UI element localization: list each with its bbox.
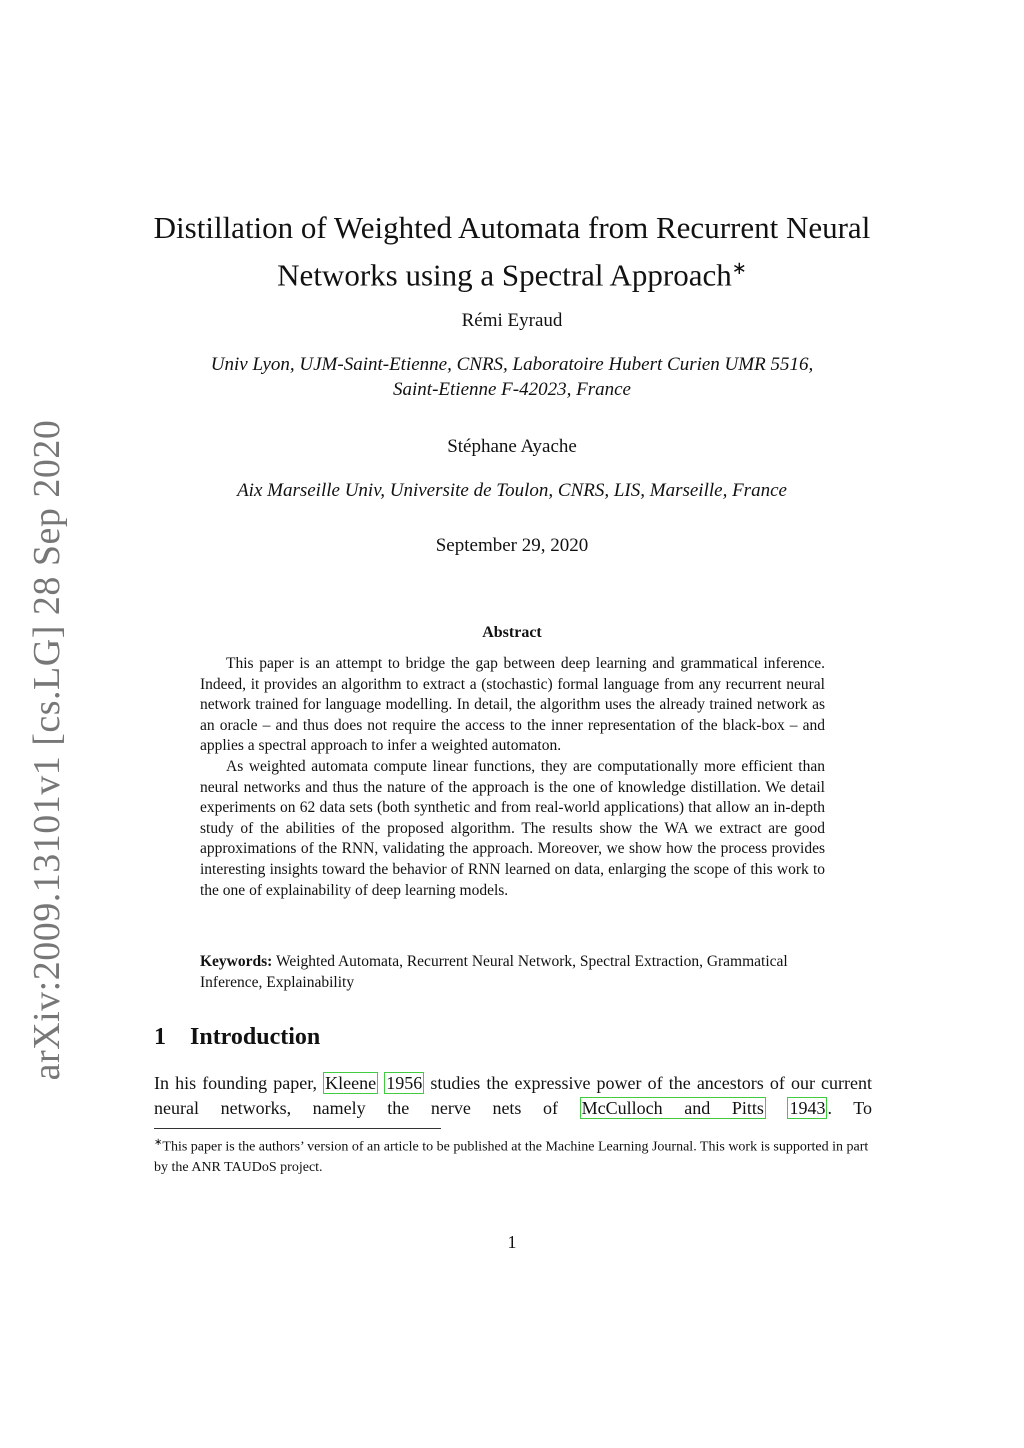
- citation-mcculloch-pitts-year-link[interactable]: 1943: [789, 1098, 826, 1118]
- abstract-body: [200, 654, 825, 901]
- footnote-text: This paper is the authors’ version of an article to be published at the Machine Learning Journal. This work is supported in part by the ANR TAUDoS project.: [154, 1139, 869, 1175]
- title-footnote-mark: ∗: [731, 258, 747, 278]
- citation-kleene-year-link[interactable]: 1956: [386, 1073, 423, 1093]
- section-number: 1: [154, 1024, 166, 1050]
- paper-title-text: Distillation of Weighted Automata from Recurrent Neural Networks using a Spectral Approach: [153, 210, 871, 293]
- citation-mcculloch-pitts-link[interactable]: McCulloch and Pitts: [581, 1098, 764, 1118]
- page-number: 1: [507, 1232, 517, 1252]
- keywords-label: Keywords:: [200, 953, 273, 970]
- intro-text-1: In his founding paper,: [154, 1073, 324, 1093]
- section-title: Introduction: [190, 1024, 321, 1050]
- intro-text-3: . To: [827, 1098, 872, 1118]
- paper-title: [120, 208, 904, 295]
- abstract-paragraph-2: As weighted automata compute linear functions, they are computationally more efficient than neural networks and thus the nature of the approach is the one of knowledge distillation. We detail experiments on 62 data sets (both synthetic and from real-world applications) that allow an in-depth study of the abilities of the proposed algorithm. The results show the WA we extract are good approximations of the RNN, validating the approach. Moreover, we show how the process provides interesting insights toward the behavior of RNN learned on data, enlarging the scope of this work to the one of explainability of deep learning models.: [200, 757, 825, 899]
- arxiv-identifier: arXiv:2009.13101v1 [cs.LG] 28 Sep 2020: [26, 419, 68, 1081]
- author-name-2: Stéphane Ayache: [447, 436, 577, 457]
- affiliation-1-line-2: Saint-Etienne F-42023, France: [393, 379, 631, 400]
- publication-date: September 29, 2020: [435, 535, 589, 556]
- abstract-paragraph-1: This paper is an attempt to bridge the gap between deep learning and grammatical inference. Indeed, it provides an algorithm to extract a (stochastic) formal language from any recurrent neural network trained for language modelling. In detail, the algorithm uses the already trained network as an oracle – and thus does not require the access to the inner representation of the black-box – and applies a spectral approach to infer a weighted automaton.: [200, 655, 825, 755]
- intro-text-2: studies the expressive power of the ancestors of our current neural networks, namely the nerve nets of: [154, 1073, 873, 1118]
- abstract-heading: Abstract: [482, 624, 542, 641]
- keywords: [200, 952, 825, 993]
- citation-kleene-link[interactable]: Kleene: [325, 1073, 377, 1093]
- footnote: [154, 1133, 872, 1178]
- author-name-1: Rémi Eyraud: [461, 310, 563, 331]
- author-affiliation-2: Aix Marseille Univ, Universite de Toulon, CNRS, LIS, Marseille, France: [237, 480, 787, 501]
- intro-paragraph: [154, 1071, 872, 1121]
- author-affiliation-1: [120, 352, 904, 402]
- affiliation-1-line-1: Univ Lyon, UJM-Saint-Etienne, CNRS, Laboratoire Hubert Curien UMR 5516,: [210, 354, 814, 375]
- section-heading-introduction: [154, 1024, 320, 1051]
- footnote-mark: ∗: [154, 1137, 163, 1148]
- keywords-text: Weighted Automata, Recurrent Neural Network, Spectral Extraction, Grammatical Inference, Explainability: [200, 953, 788, 991]
- footnote-divider: [154, 1128, 441, 1129]
